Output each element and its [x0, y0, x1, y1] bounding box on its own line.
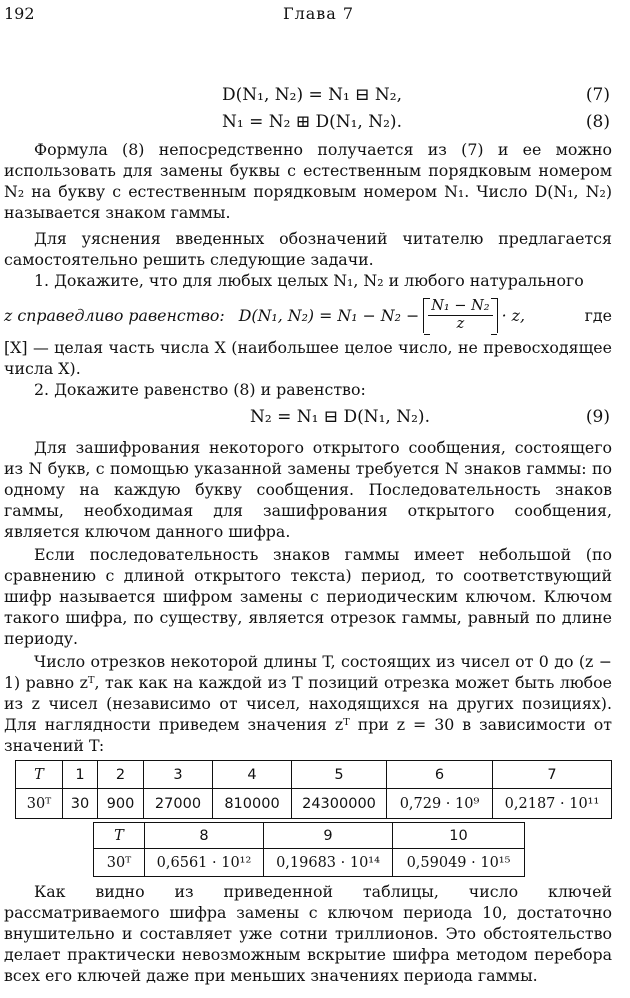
table-row: [16, 761, 612, 789]
equation-9: N₂ = N₁ ⊟ D(N₁, N₂).: [250, 407, 430, 427]
table-cell: 1: [63, 761, 98, 789]
paragraph-task-1: 1. Докажите, что для любых целых N₁, N₂ и любого натурального: [34, 271, 584, 290]
floor-bracket: [423, 298, 497, 333]
table-row: [94, 849, 525, 877]
task-1-formula-line: [4, 297, 612, 332]
table-cell: 6: [387, 761, 493, 789]
paragraph-integer-part: [X] — целая часть числа X (наибольшее целое число, не превосходящее числа X).: [4, 338, 612, 378]
paragraph-conclusion: Как видно из приведенной таблицы, число ключей рассматриваемого шифра замены с ключом периода 10, достаточно внушительно и составляет уже сотни триллионов. Это обстоятельство делает практически невозможным вскрытие шифра методом перебора всех его ключей даже при меньших значениях периода гаммы.: [4, 882, 612, 985]
formula-tail: где: [584, 305, 612, 325]
formula-after: · z,: [501, 305, 525, 325]
table-cell: 7: [493, 761, 612, 789]
equation-8: N₁ = N₂ ⊞ D(N₁, N₂).: [222, 112, 402, 132]
paragraph-periodic-key: Если последовательность знаков гаммы имеет небольшой (по сравнению с длиной открытого текста) период, то соответствующий шифр называется шифром замены с периодическим ключом. Ключом такого шифра, по существу, является отрезок гаммы, равный по длине периоду.: [4, 545, 612, 648]
table-cell: 10: [393, 823, 525, 849]
paragraph-encryption: Для зашифрования некоторого открытого сообщения, состоящего из N букв, с помощью указанной замены требуется N знаков гаммы: по одному на каждую букву сообщения. Последовательность знаков гаммы, необходимая для зашифрования открытого сообщения, является ключом данного шифра.: [4, 438, 612, 541]
equation-8-number: (8): [585, 112, 610, 132]
table-cell: 810000: [213, 789, 292, 819]
table-cell: 2: [98, 761, 144, 789]
table-cell: 5: [292, 761, 387, 789]
paragraph-segments: Число отрезков некоторой длины T, состоящих из чисел от 0 до (z − 1) равно zᵀ, так как на каждой из T позиций отрезка может быть любое из z чисел (независимо от чисел, находящихся на других позициях). Для наглядности приведем значения zᵀ при z = 30 в зависимости от значений T:: [4, 652, 612, 755]
fraction-denominator: z: [456, 315, 465, 332]
values-table-2: [93, 822, 525, 877]
chapter-title: Глава 7: [283, 4, 355, 23]
table-cell: 27000: [144, 789, 213, 819]
values-table-1: [15, 760, 612, 819]
equation-7: D(N₁, N₂) = N₁ ⊟ N₂,: [222, 85, 402, 105]
table-header-cell: 30ᵀ: [94, 849, 145, 877]
formula-lead: z справедливо равенство:: [4, 305, 225, 325]
paragraph-task-2: 2. Докажите равенство (8) и равенство:: [34, 380, 366, 399]
table-row: [94, 823, 525, 849]
fraction: [428, 298, 492, 333]
table-cell: 900: [98, 789, 144, 819]
table-cell: 0,2187 · 10¹¹: [493, 789, 612, 819]
table-header-cell: 30ᵀ: [16, 789, 63, 819]
formula-lhs: D(N₁, N₂) = N₁ − N₂ −: [238, 305, 420, 325]
table-cell: 30: [63, 789, 98, 819]
table-header-cell: T: [16, 761, 63, 789]
table-cell: 0,729 · 10⁹: [387, 789, 493, 819]
table-cell: 0,19683 · 10¹⁴: [264, 849, 393, 877]
paragraph-tasks-intro: Для уяснения введенных обозначений читателю предлагается самостоятельно решить следующие задачи.: [4, 229, 612, 269]
paragraph-formula-8: Формула (8) непосредственно получается из (7) и ее можно использовать для замены буквы с естественным порядковым номером N₂ на букву с естественным порядковым номером N₁. Число D(N₁, N₂) называется знаком гаммы.: [4, 140, 612, 222]
equation-7-number: (7): [585, 85, 610, 105]
fraction-numerator: N₁ − N₂: [428, 298, 492, 316]
table-cell: 8: [145, 823, 264, 849]
table-cell: 9: [264, 823, 393, 849]
table-header-cell: T: [94, 823, 145, 849]
table-cell: 4: [213, 761, 292, 789]
table-cell: 0,59049 · 10¹⁵: [393, 849, 525, 877]
equation-9-number: (9): [585, 407, 610, 427]
table-cell: 0,6561 · 10¹²: [145, 849, 264, 877]
table-cell: 3: [144, 761, 213, 789]
table-row: [16, 789, 612, 819]
page-number: 192: [4, 4, 35, 23]
table-cell: 24300000: [292, 789, 387, 819]
